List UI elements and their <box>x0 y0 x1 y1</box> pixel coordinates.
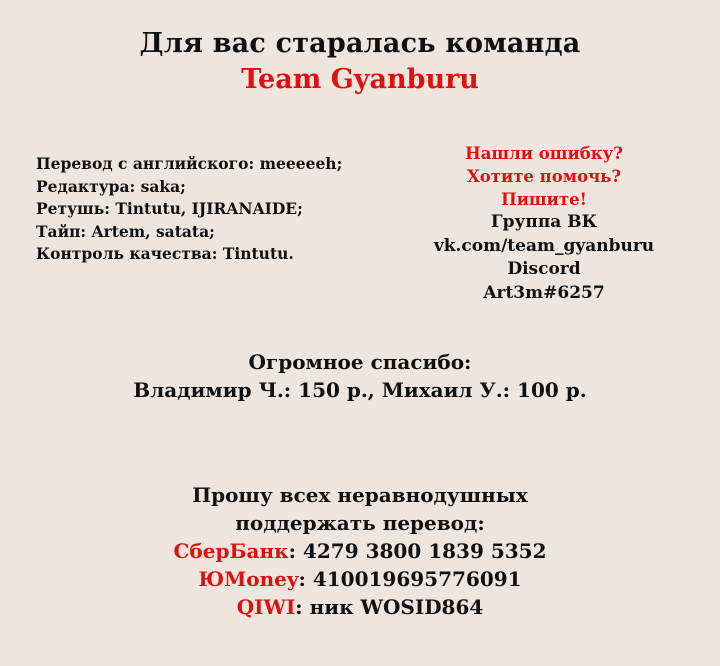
vk-group-label: Группа ВК <box>490 212 598 232</box>
discord-id: Art3m#6257 <box>483 282 605 303</box>
donor-list: Владимир Ч.: 150 р., Михаил У.: 100 р. <box>133 378 587 402</box>
credit-retouch: Ретушь: Tintutu, IJIRANAIDE; <box>36 199 303 218</box>
error-prompt: Нашли ошибку? <box>465 144 623 163</box>
credit-quality-control: Контроль качества: Tintutu. <box>36 244 294 263</box>
payment-method-name: СберБанк <box>173 539 289 563</box>
credits-list <box>36 153 342 266</box>
team-name: Team Gyanburu <box>241 64 479 95</box>
payment-qiwi <box>0 593 720 621</box>
credit-translation: Перевод с английского: meeeeeh; <box>36 154 343 173</box>
support-line-2: поддержать перевод: <box>235 511 485 535</box>
discord-label: Discord <box>507 259 581 279</box>
payment-method-value: : ник WOSID864 <box>295 595 484 619</box>
payment-method-name: ЮMoney <box>198 567 299 591</box>
payment-method-name: QIWI <box>236 595 296 619</box>
support-block <box>0 481 720 621</box>
credit-typesetting: Тайп: Artem, satata; <box>36 221 215 241</box>
write-prompt: Пишите! <box>501 190 587 209</box>
team-heading: Для вас старалась команда <box>139 28 581 59</box>
payment-method-value: : 410019695776091 <box>298 567 522 591</box>
payment-yumoney <box>0 565 720 593</box>
vk-group-link[interactable]: vk.com/team_gyanburu <box>433 235 655 256</box>
help-prompt: Хотите помочь? <box>466 167 622 186</box>
payment-method-value: : 4279 3800 1839 5352 <box>288 539 547 563</box>
support-line-1: Прошу всех неравнодушных <box>192 483 528 507</box>
payment-sberbank <box>0 537 720 565</box>
contact-block <box>414 142 674 305</box>
thanks-block <box>0 348 720 404</box>
thanks-heading: Огромное спасибо: <box>248 350 472 374</box>
credit-editing: Редактура: saka; <box>36 176 186 196</box>
